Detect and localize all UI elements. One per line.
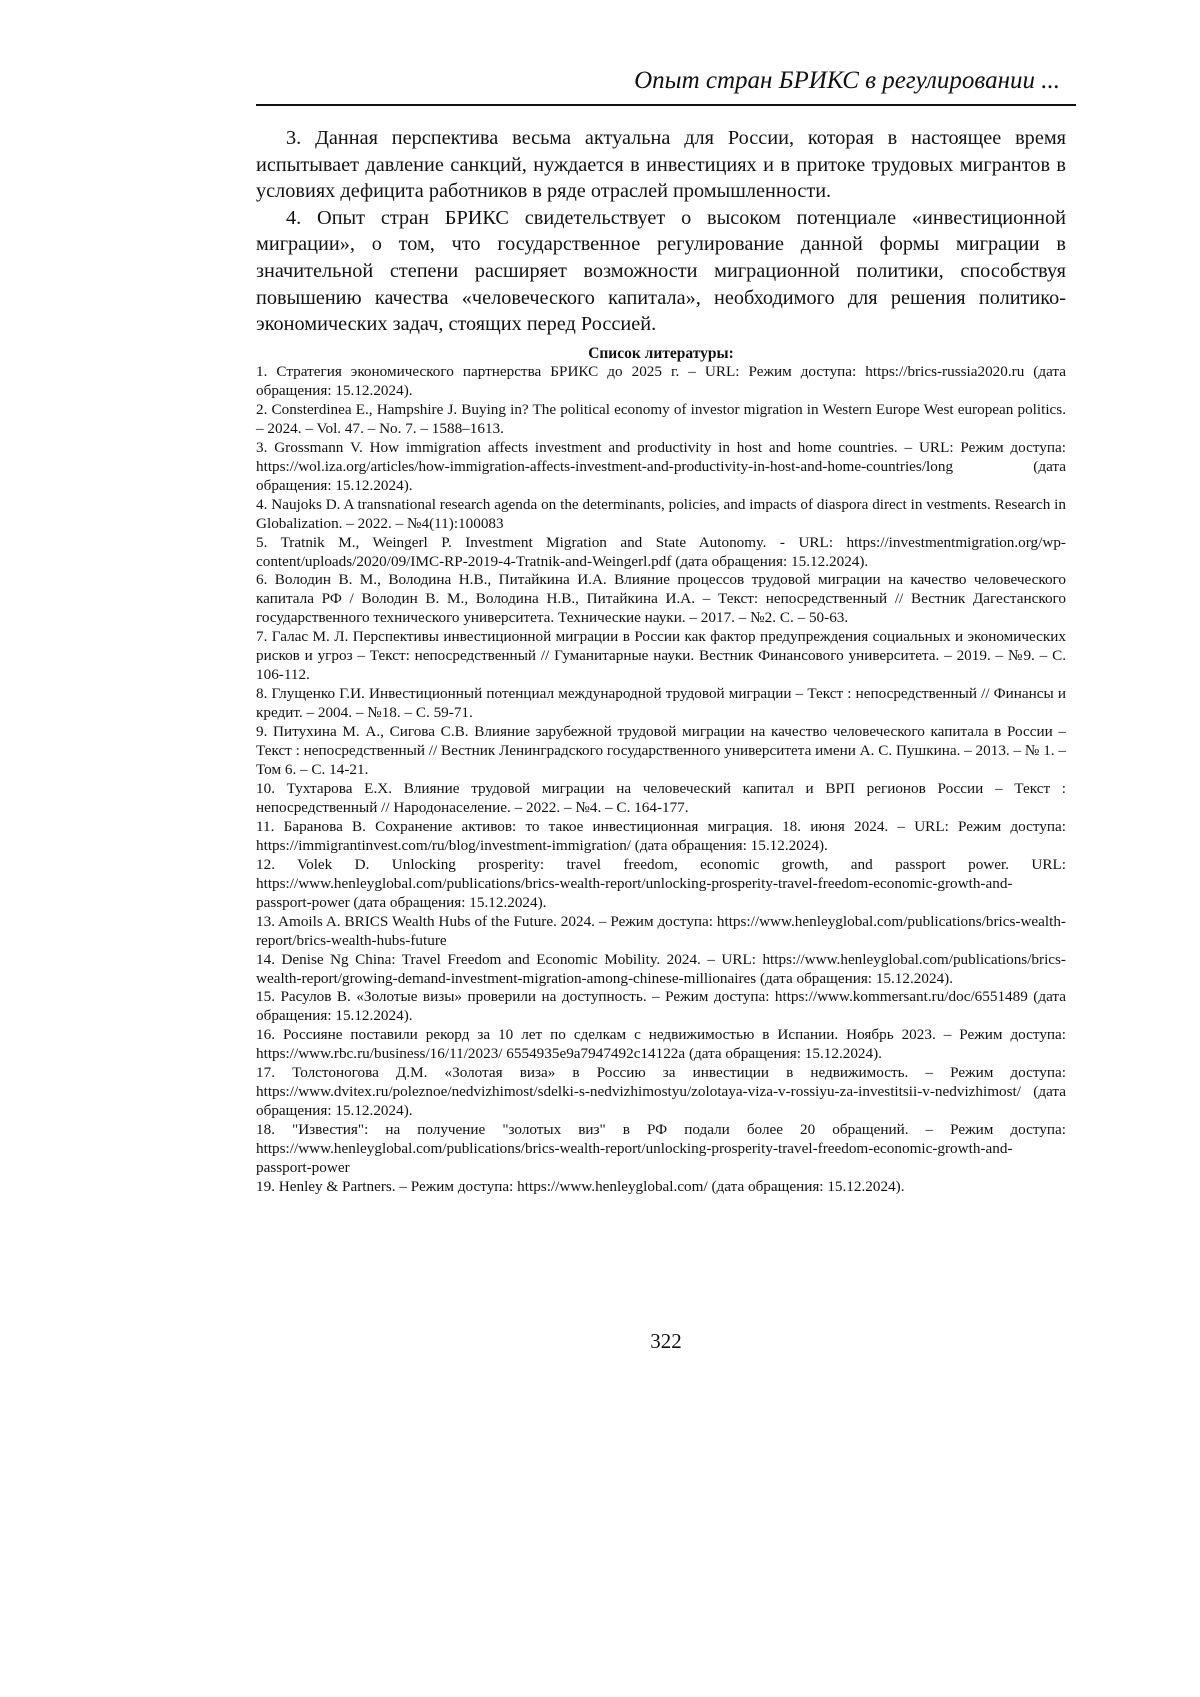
reference-item: 13. Amoils A. BRICS Wealth Hubs of the Future. 2024. – Режим доступа: https://www.henleyglobal.com/publications/brics-wealth-report/brics-wealth-hubs-future (256, 913, 1066, 951)
reference-item: 17. Толстоногова Д.М. «Золотая виза» в Россию за инвестиции в недвижимость. – Режим доступа: https://www.dvitex.ru/poleznoe/nedvizhimost/sdelki-s-nedvizhimostyu/zolotaya-viza-v-rossiyu-za-investitsii-v-nedvizhimost/ (дата обращения: 15.12.2024). (256, 1064, 1066, 1121)
reference-item: 4. Naujoks D. A transnational research agenda on the determinants, policies, and impacts of diaspora direct in vestments. Research in Globalization. – 2022. – №4(11):100083 (256, 496, 1066, 534)
reference-item: 7. Галас М. Л. Перспективы инвестиционной миграции в России как фактор предупреждения социальных и экономических рисков и угроз – Текст: непосредственный // Гуманитарные науки. Вестник Финансового университета. – 2019. – №9. – С. 106-112. (256, 628, 1066, 685)
reference-item: 19. Henley & Partners. – Режим доступа: https://www.henleyglobal.com/ (дата обращения: 15.12.2024). (256, 1178, 1066, 1197)
page-number: 322 (0, 1329, 1200, 1354)
reference-item: 14. Denise Ng China: Travel Freedom and Economic Mobility. 2024. – URL: https://www.henleyglobal.com/publications/brics-wealth-report/growing-demand-investment-migration-among-chinese-millionaires (дата обращения: 15.12.2024). (256, 951, 1066, 989)
reference-item: 15. Расулов В. «Золотые визы» проверили на доступность. – Режим доступа: https://www.kommersant.ru/doc/6551489 (дата обращения: 15.12.2024). (256, 988, 1066, 1026)
running-header: Опыт стран БРИКС в регулировании ... (256, 66, 1076, 96)
reference-item: 9. Питухина М. А., Сигова С.В. Влияние зарубежной трудовой миграции на качество человеческого капитала в России – Текст : непосредственный // Вестник Ленинградского государственного университета имени А. С. Пушкина. – 2013. – № 1. – Том 6. – С. 14-21. (256, 723, 1066, 780)
conclusion-text (256, 125, 1066, 338)
journal-page (0, 0, 1200, 1697)
reference-item: 3. Grossmann V. How immigration affects investment and productivity in host and home countries. – URL: Режим доступа: https://wol.iza.org/articles/how-immigration-affects-investment-and-productivity-in-host-and-home-countries/long (дата обращения: 15.12.2024). (256, 439, 1066, 496)
reference-item: 5. Tratnik M., Weingerl P. Investment Migration and State Autonomy. - URL: https://investmentmigration.org/wp-content/uploads/2020/09/IMC-RP-2019-4-Tratnik-and-Weingerl.pdf (дата обращения: 15.12.2024). (256, 534, 1066, 572)
conclusion-paragraph-3: 3. Данная перспектива весьма актуальна для России, которая в настоящее время испытывает давление санкций, нуждается в инвестициях и в притоке трудовых мигрантов в условиях дефицита работников в ряде отраслей промышленности. (256, 125, 1066, 205)
reference-item: 8. Глущенко Г.И. Инвестиционный потенциал международной трудовой миграции – Текст : непосредственный // Финансы и кредит. – 2004. – №18. – С. 59-71. (256, 685, 1066, 723)
references-title: Список литературы: (256, 344, 1066, 363)
reference-item: 2. Consterdinea E., Hampshire J. Buying in? The political economy of investor migration in Western Europe West european politics. – 2024. – Vol. 47. – No. 7. – 1588–1613. (256, 401, 1066, 439)
reference-item: 16. Россияне поставили рекорд за 10 лет по сделкам с недвижимостью в Испании. Ноябрь 2023. – Режим доступа: https://www.rbc.ru/business/16/11/2023/ 6554935e9a7947492c14122a (дата обращения: 15.12.2024). (256, 1026, 1066, 1064)
reference-item: 18. "Известия": на получение "золотых виз" в РФ подали более 20 обращений. – Режим доступа: https://www.henleyglobal.com/publications/brics-wealth-report/unlocking-prosperity-travel-freedom-economic-growth-and-passport-power (256, 1121, 1066, 1178)
reference-item: 10. Тухтарова Е.Х. Влияние трудовой миграции на человеческий капитал и ВРП регионов России – Текст : непосредственный // Народонаселение. – 2022. – №4. – С. 164-177. (256, 780, 1066, 818)
conclusion-paragraph-4: 4. Опыт стран БРИКС свидетельствует о высоком потенциале «инвестиционной миграции», о том, что государственное регулирование данной формы миграции в значительной степени расширяет возможности миграционной политики, способствуя повышению качества «человеческого капитала», необходимого для решения политико-экономических задач, стоящих перед Россией. (256, 205, 1066, 338)
references-section (256, 344, 1066, 1197)
reference-item: 6. Володин В. М., Володина Н.В., Питайкина И.А. Влияние процессов трудовой миграции на качество человеческого капитала РФ / Володин В. М., Володина Н.В., Питайкина И.А. – Текст: непосредственный // Вестник Дагестанского государственного технического университета. Технические науки. – 2017. – №2. С. – 50-63. (256, 571, 1066, 628)
reference-item: 1. Стратегия экономического партнерства БРИКС до 2025 г. – URL: Режим доступа: https://brics-russia2020.ru (дата обращения: 15.12.2024). (256, 363, 1066, 401)
references-list (256, 363, 1066, 1197)
reference-item: 12. Volek D. Unlocking prosperity: travel freedom, economic growth, and passport power. URL: https://www.henleyglobal.com/publications/brics-wealth-report/unlocking-prosperity-travel-freedom-economic-growth-and-passport-power (дата обращения: 15.12.2024). (256, 856, 1066, 913)
reference-item: 11. Баранова В. Сохранение активов: то такое инвестиционная миграция. 18. июня 2024. – URL: Режим доступа: https://immigrantinvest.com/ru/blog/investment-immigration/ (дата обращения: 15.12.2024). (256, 818, 1066, 856)
header-rule (256, 104, 1076, 106)
